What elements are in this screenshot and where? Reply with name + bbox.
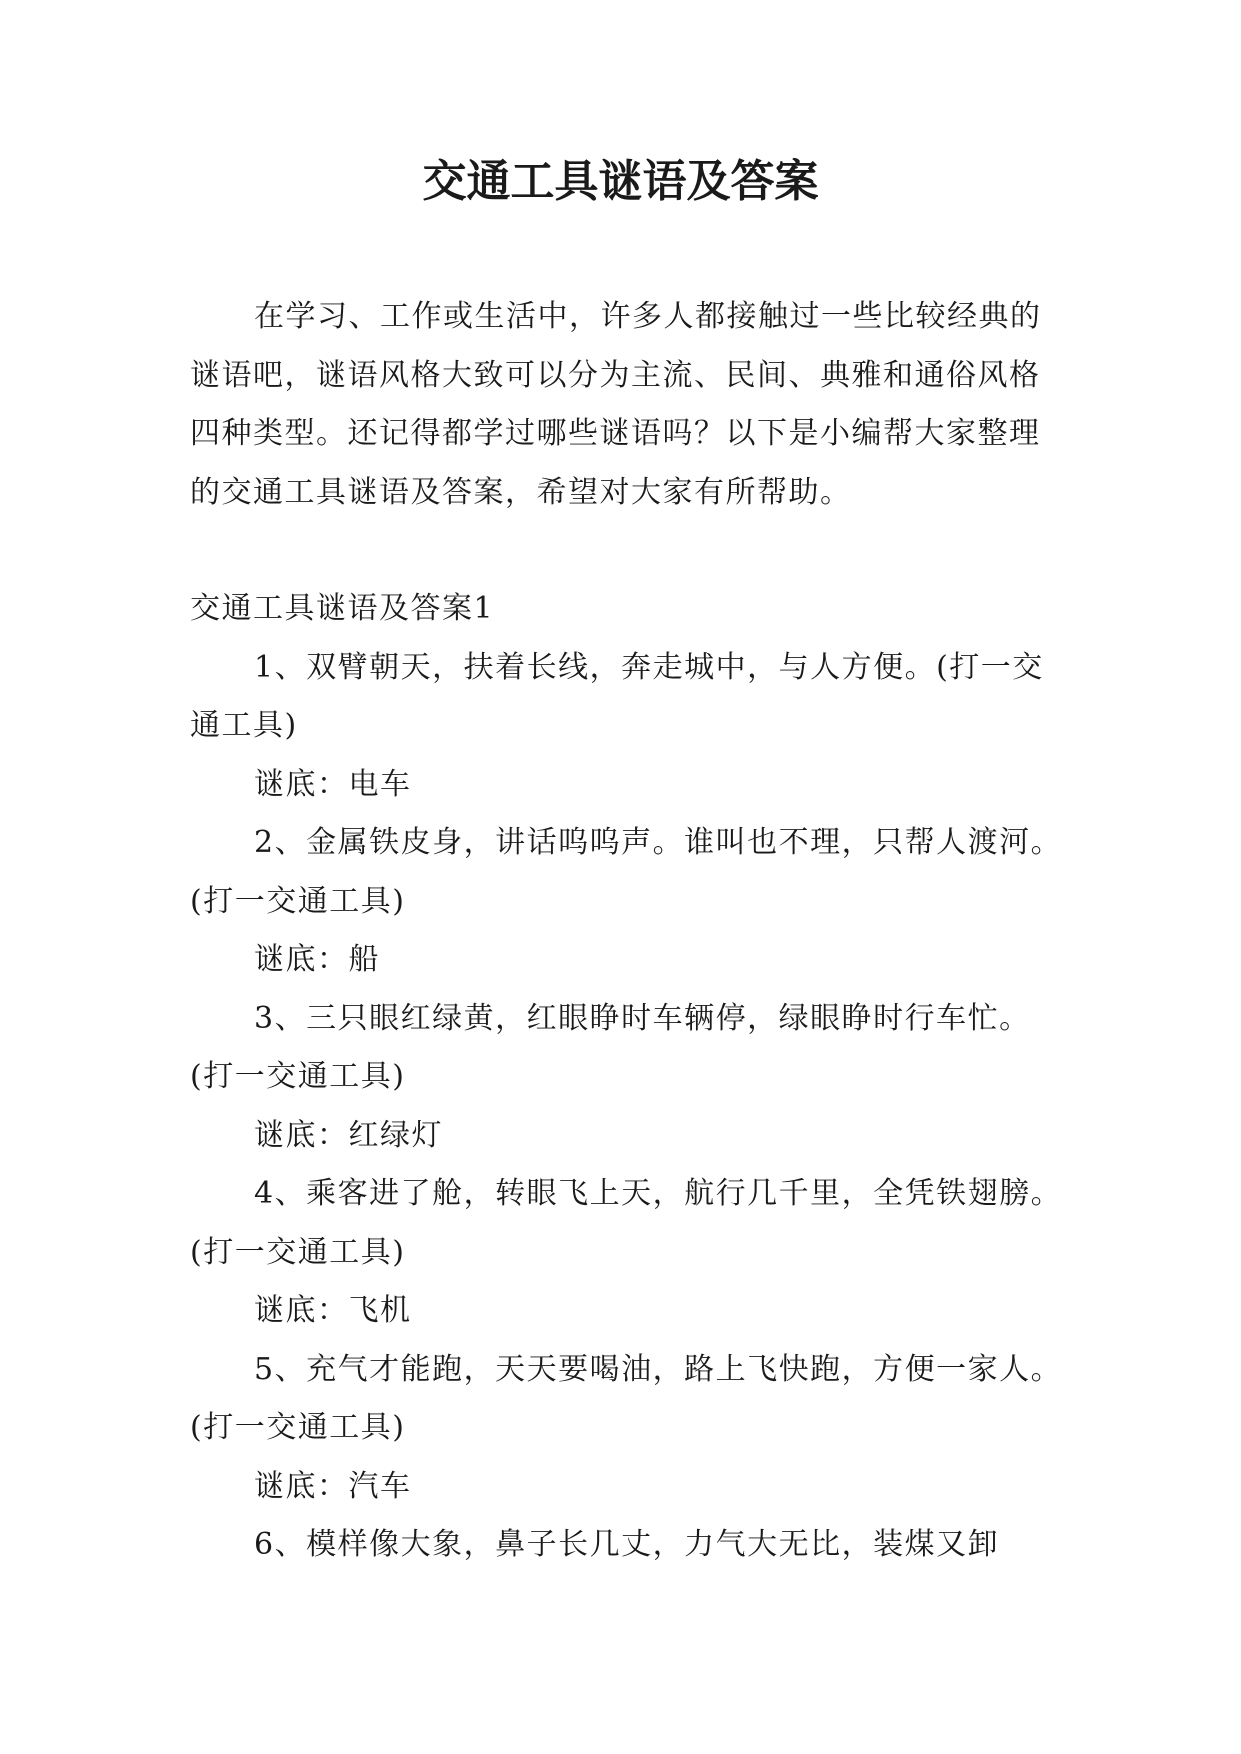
document-title: 交通工具谜语及答案	[422, 156, 819, 207]
riddle-question: 4、乘客进了舱，转眼飞上天，航行几千里，全凭铁翅膀。(打一交通工具)	[190, 1176, 1063, 1270]
riddle-item	[190, 990, 1070, 1166]
riddle-item	[190, 639, 1070, 815]
riddle-question: 5、充气才能跑，天天要喝油，路上飞快跑，方便一家人。(打一交通工具)	[190, 1351, 1063, 1445]
riddle-answer: 谜底：红绿灯	[254, 1117, 443, 1153]
riddle-question: 3、三只眼红绿黄，红眼睁时车辆停，绿眼睁时行车忙。(打一交通工具)	[190, 1000, 1031, 1094]
intro-paragraph: 在学习、工作或生活中，许多人都接触过一些比较经典的谜语吧，谜语风格大致可以分为主流、民间、典雅和通俗风格四种类型。还记得都学过哪些谜语吗？以下是小编帮大家整理的交通工具谜语及答案，希望对大家有所帮助。	[190, 299, 1042, 510]
section-heading: 交通工具谜语及答案1	[190, 591, 495, 626]
riddle-item	[190, 1341, 1070, 1517]
riddle-answer: 谜底：飞机	[254, 1293, 412, 1328]
riddle-item	[190, 1165, 1070, 1341]
riddle-question: 2、金属铁皮身，讲话呜呜声。谁叫也不理，只帮人渡河。(打一交通工具)	[190, 825, 1063, 919]
riddle-item	[190, 814, 1070, 990]
riddle-answer: 谜底：电车	[254, 766, 412, 802]
riddle-question: 1、双臂朝天，扶着长线，奔走城中，与人方便。(打一交通工具)	[190, 649, 1044, 743]
riddle-answer: 谜底：汽车	[254, 1468, 412, 1504]
document-body	[190, 288, 1070, 1575]
riddle-answer: 谜底：船	[254, 942, 380, 977]
riddle-question-partial: 6、模样像大象，鼻子长几丈，力气大无比，装煤又卸	[254, 1527, 1000, 1562]
